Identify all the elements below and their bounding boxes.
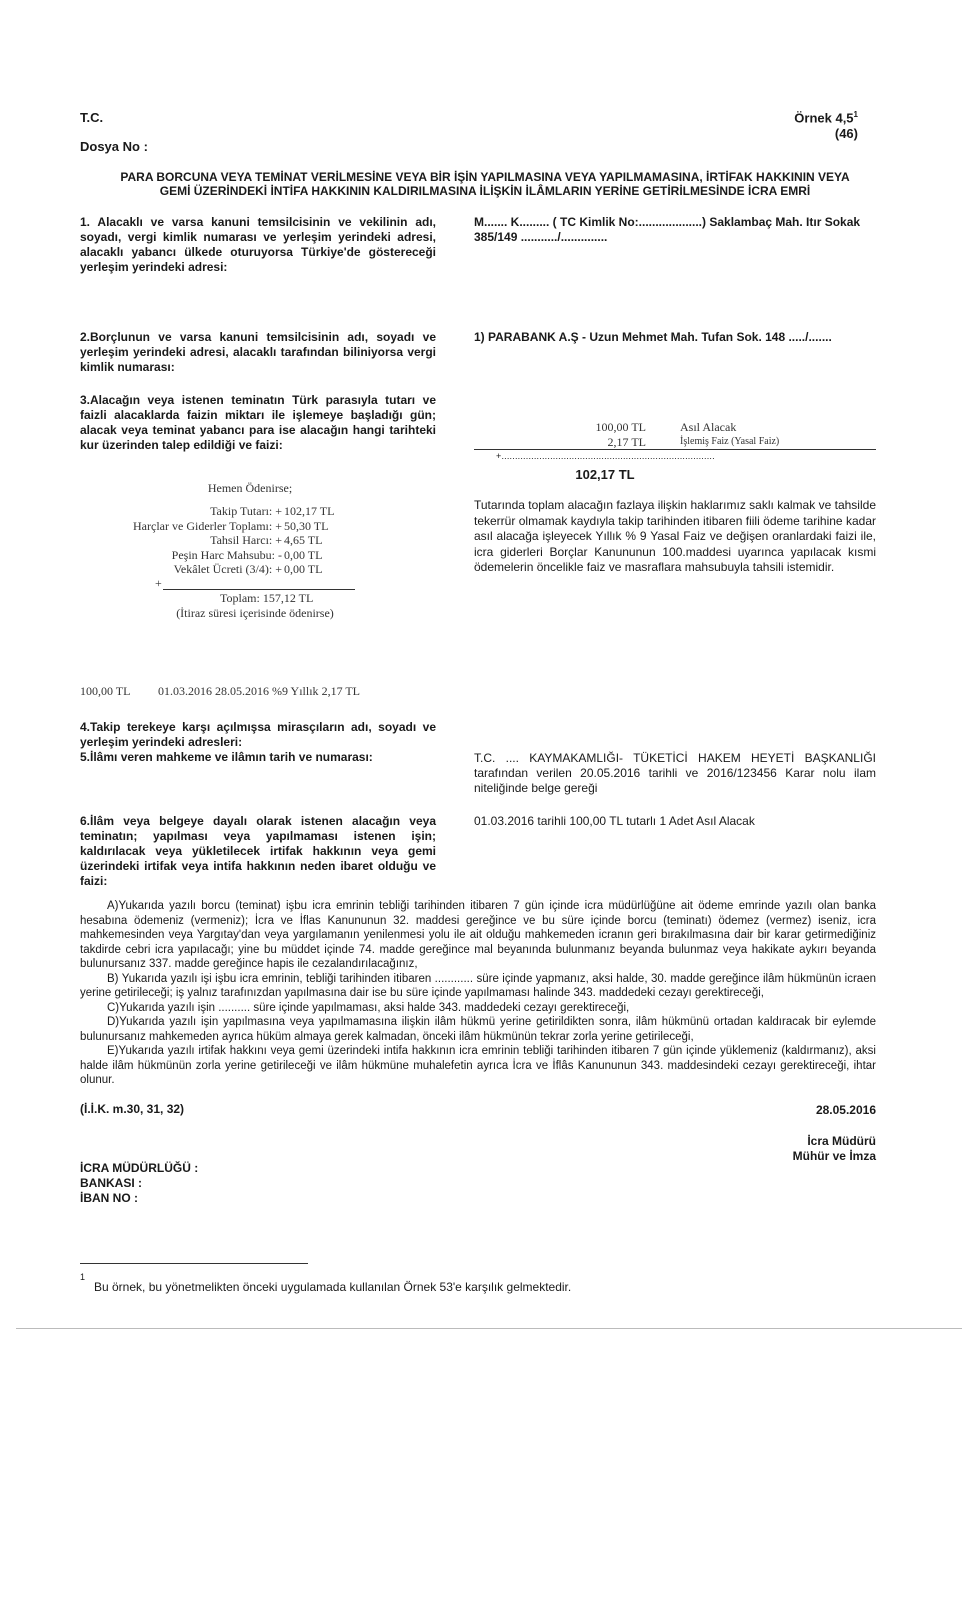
section-2-label: 2.Borçlunun ve varsa kanuni temsilcisinin adı, soyadı ve yerleşim yerindeki adresi, alacaklı tarafından biliniyorsa vergi kimlik numarası: xyxy=(80,330,436,374)
claim-amount-2: 2,17 TL xyxy=(607,435,646,449)
clause-e: E)Yukarıda yazılı irtifak hakkını veya gemi üzerindeki intifa hakkının icra emrinin tebliği tarihinden itibaren 7 gün içinde yüklemeniz (kaldırmanız), aksi halde ilâm hükmünün zorla yerine getirileceği ve ilâm hükmüne muhalefetin ayrıca İcra ve İflâs Kanununun 343. maddesindeki cezayı gerektireceği, ihtar olunur. xyxy=(80,1045,876,1086)
dosya-no-label: Dosya No : xyxy=(80,139,148,154)
footnote-divider xyxy=(80,1263,308,1264)
office-label: İCRA MÜDÜRLÜĞÜ : xyxy=(80,1161,199,1175)
claim-note: Tutarında toplam alacağın fazlaya ilişkin haklarımız saklı kalmak ve tahsilde tekerrür olmamak kaydıyla takip tarihinden itibaren fiili ödeme tarihine kadar asıl alacağa işleyecek Yıllık % 9 Yasal Faiz ve değişen oranlardaki faizi ile, icra giderleri Borçlar Kanununun 100.maddesi uyarınca yapılacak kısmi ödemelerin öncelikle faiz ve masraflara mahsubuyla tahsili istemidir. xyxy=(474,498,876,574)
footnote-mark: 1 xyxy=(80,1272,86,1282)
title-line-2: GEMİ ÜZERİNDEKİ İNTİFA HAKKININ KALDIRILMASINA İLİŞKİN İLÂMLARIN YERİNE GETİRİLMESİNDE İCRA EMRİ xyxy=(159,184,811,198)
ornek-text: Örnek 4,5 xyxy=(794,110,854,126)
section-5-value: T.C. .... KAYMAKAMLIĞI- TÜKETİCİ HAKEM HEYETİ BAŞKANLIĞI tarafından verilen 20.05.2016 tarihli ve 2016/123456 Karar nolu ilam niteliğinde belge gereği xyxy=(474,751,876,795)
footer-date: 28.05.2016 xyxy=(815,1103,876,1117)
interest-rate: %9 Yıllık xyxy=(272,684,319,698)
payment-label-5: Vekâlet Ücreti (3/4): + xyxy=(173,562,282,576)
ornek-label xyxy=(794,110,858,125)
seal-label: Mühür ve İmza xyxy=(792,1149,876,1163)
interest-start: 01.03.2016 xyxy=(158,684,212,698)
payment-title: Hemen Ödenirse; xyxy=(207,481,293,495)
ornek-sup: 1 xyxy=(853,110,858,119)
ornek-sub: (46) xyxy=(834,126,858,141)
payment-value-1: 102,17 TL xyxy=(284,504,335,518)
interest-end: 28.05.2016 xyxy=(215,684,269,698)
bank-label: BANKASI : xyxy=(80,1176,142,1190)
payment-value-5: 0,00 TL xyxy=(284,562,323,576)
clauses-block xyxy=(80,899,876,1088)
section-1-label: 1. Alacaklı ve varsa kanuni temsilcisinin ve vekilinin adı, soyadı, vergi kimlik numarası ve yerleşim yerindeki adresi, alacaklı yabancı ülkede oturuyorsa Türkiye'de göstereceği yerleşim yerindeki adresi: xyxy=(80,215,436,274)
interest-value: 2,17 TL xyxy=(321,684,361,698)
payment-table xyxy=(80,504,350,584)
director-label: İcra Müdürü xyxy=(807,1134,876,1148)
clause-b: B) Yukarıda yazılı işi işbu icra emrinin, tebliği tarihinden itibaren ............ süre içinde yapmanız, aksi halde, 30. madde gereğince ilâm hükmünün icraen yerine getirileceği; iş yalnız tarafınızdan yapılmasına dair ise bu süre içinde yapılmaması halinde 343. maddedeki cezayı gerektireceği, xyxy=(80,972,876,999)
claim-breakdown xyxy=(474,420,876,450)
payment-total-label: Toplam: xyxy=(220,591,260,605)
claim-plus-line: +............................................................................... xyxy=(496,451,715,461)
clause-d: D)Yukarıda yazılı işin yapılmasına veya yapılmamasına ilişkin ilâm hükmü yerine getirildikten sonra, ilâm hükmünü ortadan kaldıracak bir eylemde bulunursanız mahkemeden ayrıca hüküm almaya gerek kalmadan, önceki ilâm hükmünün tekrar zorla yerine getirileceği, xyxy=(80,1016,876,1043)
law-reference: (İ.İ.K. m.30, 31, 32) xyxy=(80,1102,185,1116)
claim-divider xyxy=(474,449,876,450)
title-line-1: PARA BORCUNA VEYA TEMİNAT VERİLMESİNE VEYA BİR İŞİN YAPILMASINA VEYA YAPILMAMASINA, İRTİFAK HAKKININ VEYA xyxy=(120,170,850,184)
office-info xyxy=(80,1161,198,1206)
claim-amount-1: 100,00 TL xyxy=(595,420,646,434)
section-1-value: M....... K......... ( TC Kimlik No:...................) Saklambaç Mah. Itır Sokak 385/149 .........../.............. xyxy=(474,215,861,244)
payment-note: (İtiraz süresi içerisinde ödenirse) xyxy=(176,606,334,620)
payment-label-4: Peşin Harc Mahsubu: - xyxy=(171,547,282,562)
interest-line xyxy=(80,684,360,699)
claim-total: 102,17 TL xyxy=(575,467,635,482)
document-title xyxy=(60,170,910,198)
claim-desc-2: İşlemiş Faiz (Yasal Faiz) xyxy=(680,436,780,447)
payment-label-2: Harçlar ve Giderler Toplamı: + xyxy=(133,518,282,533)
payment-value-2: 50,30 TL xyxy=(284,518,329,533)
payment-label-3: Tahsil Harcı: + xyxy=(210,533,282,547)
iban-label: İBAN NO : xyxy=(80,1191,138,1205)
claim-desc-1: Asıl Alacak xyxy=(680,420,737,434)
section-6-value: 01.03.2016 tarihli 100,00 TL tutarlı 1 Adet Asıl Alacak xyxy=(474,814,755,828)
section-2-value: 1) PARABANK A.Ş - Uzun Mehmet Mah. Tufan Sok. 148 ...../....... xyxy=(474,330,832,344)
section-3-label: 3.Alacağın veya istenen teminatın Türk parasıyla tutarı ve faizli alacaklarda faizin miktarı ile işlemeye başladığı gün; alacak veya teminat yabancı para ise alacağın hangi tarihteki kur üzerinden talep edildiği ve faizi: xyxy=(80,393,436,452)
section-6-label: 6.İlâm veya belgeye dayalı olarak istenen alacağın veya teminatın; yapılması veya yapılmaması istenen işin; kaldırılacak veya yükletilecek irtifak hakkının veya gemi üzerindeki irtifak veya intifa hakkının neden ibaret olduğu ve faizi: xyxy=(80,814,436,888)
page-bottom-rule xyxy=(16,1328,962,1329)
clause-c: C)Yukarıda yazılı işin .......... süre içinde yapılmaması, aksi halde 343. maddedeki cezayı gerektireceği, xyxy=(107,1001,630,1014)
payment-total-value: 157,12 TL xyxy=(262,591,314,605)
payment-total xyxy=(220,591,313,606)
payment-plus: + xyxy=(155,576,162,590)
interest-amount: 100,00 TL xyxy=(80,684,130,698)
payment-divider xyxy=(163,589,355,590)
footnote-text: Bu örnek, bu yönetmelikten önceki uygulamada kullanılan Örnek 53'e karşılık gelmektedir. xyxy=(94,1280,572,1294)
clause-a: A)Yukarıda yazılı borcu (teminat) işbu icra emrinin tebliği tarihinden itibaren 7 gün içinde icra müdürlüğüne ait ödeme emrinde yazılı olan banka hesabına ödemeniz (vermeniz); İcra ve İflas Kanununun 32. maddesi gereğince ve bu süre içinde borcu (teminatı) ödemez (vermez) iseniz, icra mahkemesinden veya Yargıtay'dan veya yargılamanın yenilenmesi yolu ile ait olduğu mahkemeden icranın geri bırakılmasına dair bir karar getirmediğiniz takdirde cebri icra yapılacağı; yine bu müddet içinde 74. madde gereğince mal beyanında bulunmanız beyanda bulunmaz veya hakikate aykırı beyanda bulunursanız 337. madde gereğince hapis ile cezalandırılacağınız, xyxy=(80,900,876,970)
section-5-label: 5.İlâmı veren mahkeme ve ilâmın tarih ve numarası: xyxy=(80,750,373,764)
payment-value-4: 0,00 TL xyxy=(284,547,323,562)
payment-value-3: 4,65 TL xyxy=(284,533,323,547)
section-4-label: 4.Takip terekeye karşı açılmışsa mirasçıların adı, soyadı ve yerleşim yerindeki adresleri: xyxy=(80,720,436,749)
tc-label: T.C. xyxy=(80,110,104,125)
payment-label-1: Takip Tutarı: + xyxy=(210,504,282,518)
